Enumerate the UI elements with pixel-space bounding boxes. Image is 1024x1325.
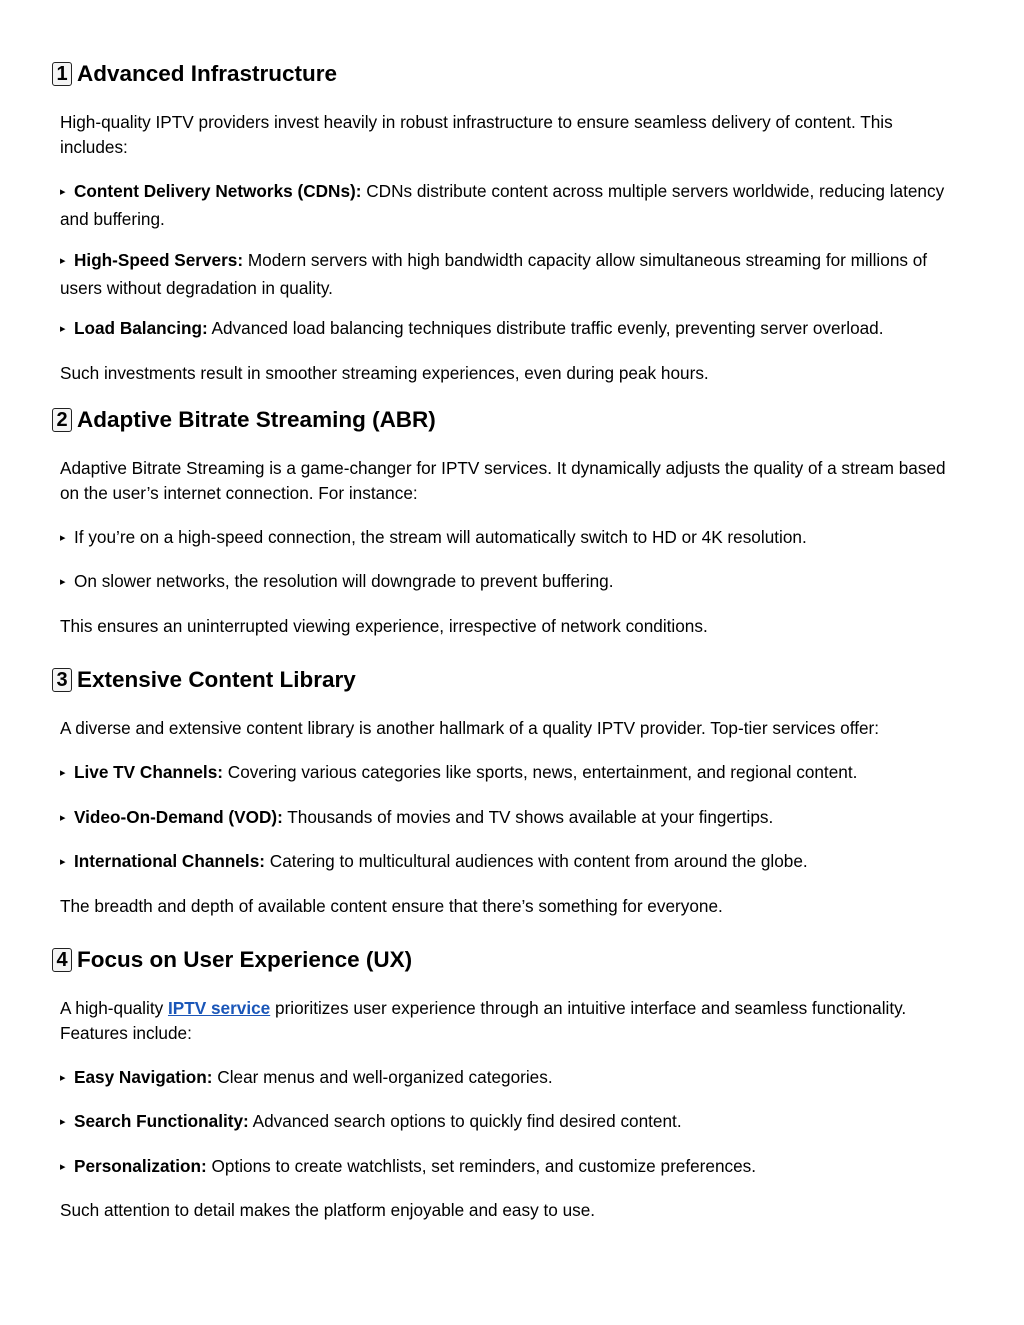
bullet-label: Personalization: <box>74 1156 207 1176</box>
bullet-label: Load Balancing: <box>74 318 208 338</box>
section-heading <box>52 405 960 435</box>
bullet-arrow-icon: ▸ <box>60 1072 66 1084</box>
bullet-arrow-icon: ▸ <box>60 186 66 198</box>
section-outro: The breadth and depth of available content ensure that there’s something for everyone. <box>60 896 723 916</box>
bullet-item <box>60 805 960 833</box>
bullet-label: International Channels: <box>74 851 265 871</box>
bullet-item <box>60 1109 960 1137</box>
section-title: Adaptive Bitrate Streaming (ABR) <box>77 407 436 432</box>
bullet-item <box>60 849 960 877</box>
number-badge: 1 <box>52 62 72 86</box>
section-outro: Such attention to detail makes the platform enjoyable and easy to use. <box>60 1200 596 1220</box>
bullet-item <box>60 525 960 553</box>
section-intro: Adaptive Bitrate Streaming is a game-changer for IPTV services. It dynamically adjusts the quality of a stream based on the user’s internet connection. For instance: <box>60 458 946 503</box>
number-badge: 4 <box>52 948 72 972</box>
bullet-label: Live TV Channels: <box>74 762 223 782</box>
bullet-arrow-icon: ▸ <box>60 812 66 824</box>
bullet-text: Options to create watchlists, set reminders, and customize preferences. <box>211 1156 757 1176</box>
bullet-text: Thousands of movies and TV shows available at your fingertips. <box>287 807 774 827</box>
bullet-item <box>60 760 960 788</box>
bullet-label: High-Speed Servers: <box>74 250 244 270</box>
section-advanced-infrastructure <box>56 59 960 383</box>
bullet-arrow-icon: ▸ <box>60 323 66 335</box>
iptv-service-link[interactable]: IPTV service <box>167 998 271 1018</box>
bullet-item <box>60 316 960 344</box>
section-intro: A diverse and extensive content library is another hallmark of a quality IPTV provider. Top-tier services offer: <box>60 718 880 738</box>
bullet-label: Content Delivery Networks (CDNs): <box>74 181 362 201</box>
bullet-arrow-icon: ▸ <box>60 767 66 779</box>
bullet-text: Advanced search options to quickly find desired content. <box>252 1111 682 1131</box>
bullet-text: Advanced load balancing techniques distribute traffic evenly, preventing server overload. <box>211 318 884 338</box>
bullet-text: On slower networks, the resolution will downgrade to prevent buffering. <box>74 571 614 591</box>
section-heading <box>52 59 960 89</box>
bullet-text: Covering various categories like sports, news, entertainment, and regional content. <box>227 762 858 782</box>
section-heading <box>52 665 960 695</box>
bullet-item <box>60 1154 960 1182</box>
bullet-label: Search Functionality: <box>74 1111 249 1131</box>
bullet-text: CDNs distribute content across multiple servers worldwide, reducing latency and buffering. <box>60 181 945 229</box>
section-user-experience <box>56 945 960 1220</box>
section-title: Extensive Content Library <box>77 667 356 692</box>
section-title: Advanced Infrastructure <box>77 61 338 86</box>
bullet-arrow-icon: ▸ <box>60 532 66 544</box>
bullet-text: If you’re on a high-speed connection, the stream will automatically switch to HD or 4K resolution. <box>74 527 807 547</box>
bullet-arrow-icon: ▸ <box>60 1116 66 1128</box>
bullet-item <box>60 569 960 597</box>
bullet-label: Easy Navigation: <box>74 1067 213 1087</box>
bullet-arrow-icon: ▸ <box>60 255 66 267</box>
bullet-text: Modern servers with high bandwidth capacity allow simultaneous streaming for millions of users without degradation in quality. <box>60 250 928 298</box>
section-content-library <box>56 665 960 916</box>
bullet-item <box>60 179 960 231</box>
bullet-label: Video-On-Demand (VOD): <box>74 807 283 827</box>
section-adaptive-bitrate <box>56 405 960 636</box>
section-title: Focus on User Experience (UX) <box>77 947 413 972</box>
section-intro <box>60 996 960 1045</box>
number-badge: 2 <box>52 408 72 432</box>
section-outro: Such investments result in smoother streaming experiences, even during peak hours. <box>60 363 709 383</box>
bullet-arrow-icon: ▸ <box>60 856 66 868</box>
bullet-text: Catering to multicultural audiences with content from around the globe. <box>269 851 808 871</box>
section-outro: This ensures an uninterrupted viewing experience, irrespective of network conditions. <box>60 616 708 636</box>
section-intro: High-quality IPTV providers invest heavily in robust infrastructure to ensure seamless delivery of content. This includes: <box>60 112 893 157</box>
bullet-item <box>60 248 960 300</box>
bullet-item <box>60 1065 960 1093</box>
bullet-arrow-icon: ▸ <box>60 576 66 588</box>
section-heading <box>52 945 960 975</box>
intro-text-after-link: prioritizes user experience through an intuitive interface and seamless functionality. Features include: <box>60 998 907 1043</box>
number-badge: 3 <box>52 668 72 692</box>
bullet-text: Clear menus and well-organized categories. <box>217 1067 553 1087</box>
intro-text-before-link: A high-quality <box>60 998 164 1018</box>
bullet-arrow-icon: ▸ <box>60 1161 66 1173</box>
